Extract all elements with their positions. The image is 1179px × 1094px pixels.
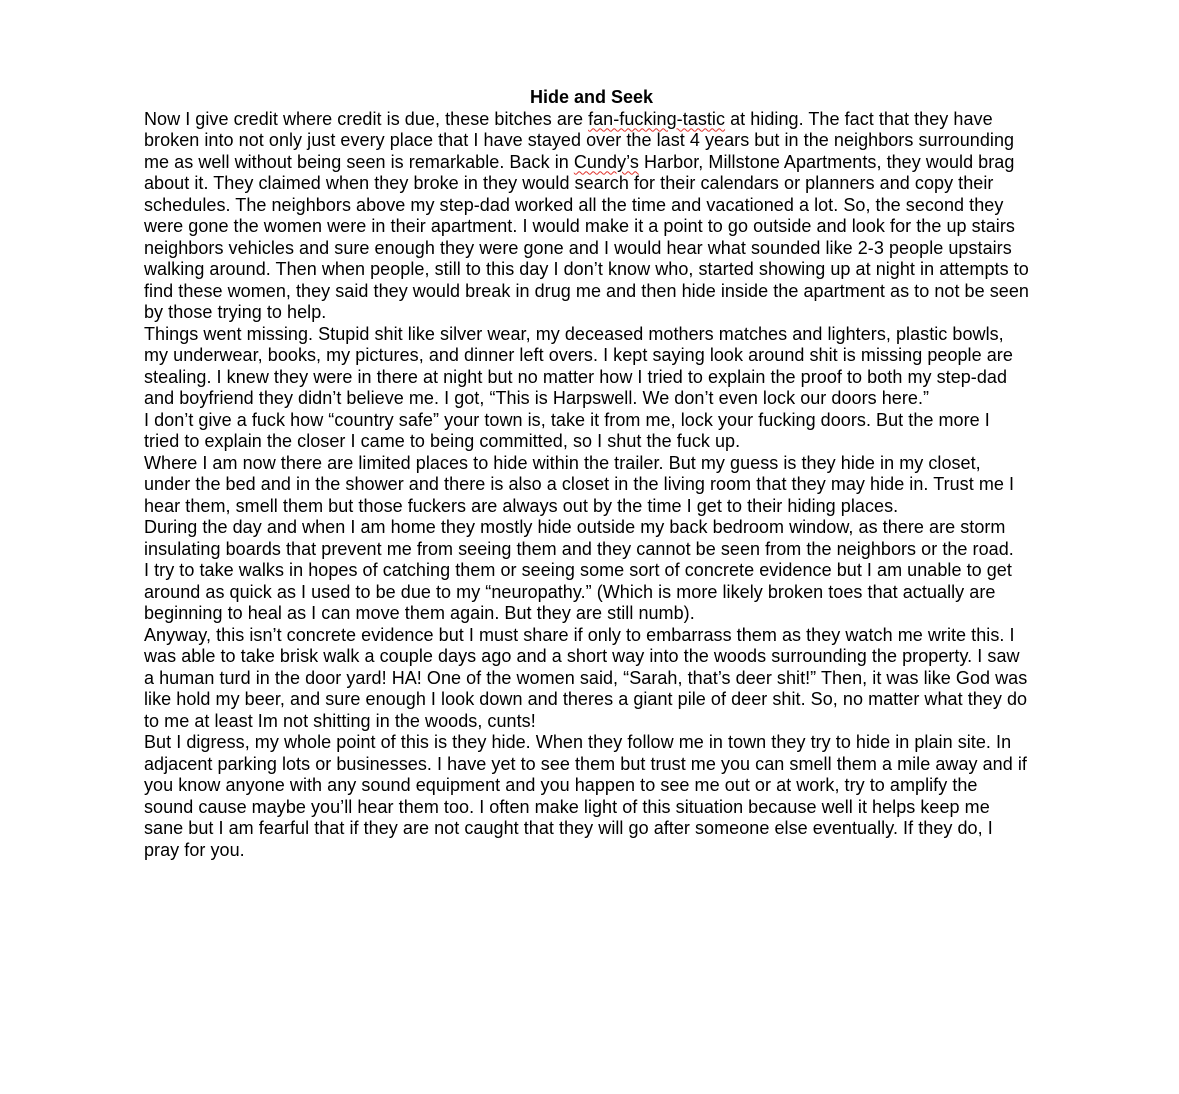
- misspelled-word: Cundy’s: [573, 151, 639, 172]
- text-run: But I digress, my whole point of this is they hide. When they follow me in town they try to hide in plain site. In adjacent parking lots or businesses. I have yet to see them but trust me you can smell them a mile away and if you know anyone with any sound equipment and you happen to see me out or at work, try to amplify the sound cause maybe you’ll hear them too. I often make light of this situation because well it helps keep me sane but I am fearful that if they are not caught that they will go after someone else eventually. If they do, I pray for you.: [144, 732, 1027, 860]
- document-title: Hide and Seek: [529, 87, 654, 107]
- paragraph: [144, 517, 1029, 560]
- text-run: During the day and when I am home they mostly hide outside my back bedroom window, as there are storm insulating boards that prevent me from seeing them and they cannot be seen from the neighbors or the road.: [144, 517, 1014, 559]
- text-run: I try to take walks in hopes of catching them or seeing some sort of concrete evidence but I am unable to get around as quick as I used to be due to my “neuropathy.” (Which is more likely broken toes that actually are beginning to heal as I can move them again. But they are still numb).: [144, 560, 1012, 623]
- paragraph: [144, 732, 1029, 861]
- paragraph: [144, 453, 1029, 518]
- paragraph: [144, 324, 1029, 410]
- text-run: Harbor, Millstone Apartments, they would brag about it. They claimed when they broke in they would search for their calendars or planners and copy their schedules. The neighbors above my step-dad worked all the time and vacationed a lot. So, the second they were gone the women were in their apartment. I would make it a point to go outside and look for the up stairs neighbors vehicles and sure enough they were gone and I would hear what sounded like 2-3 people upstairs walking around. Then when people, still to this day I don’t know who, started showing up at night in attempts to find these women, they said they would break in drug me and then hide inside the apartment as to not be seen by those trying to help.: [144, 151, 1029, 322]
- document-page: [144, 87, 1029, 861]
- text-run: Where I am now there are limited places to hide within the trailer. But my guess is they hide in my closet, under the bed and in the shower and there is also a closet in the living room that they may hide in. Trust me I hear them, smell them but those fuckers are always out by the time I get to their hiding places.: [144, 452, 1015, 516]
- paragraph: [144, 560, 1029, 625]
- text-run: Now I give credit where credit is due, these bitches are: [144, 108, 589, 129]
- misspelled-word: fan-fucking-tastic: [588, 108, 726, 129]
- text-run: Anyway, this isn’t concrete evidence but I must share if only to embarrass them as they watch me write this. I was able to take brisk walk a couple days ago and a short way into the woods surrounding the property. I saw a human turd in the door yard! HA! One of the women said, “Sarah, that’s deer shit!” Then, it was like God was like hold my beer, and sure enough I look down and theres a giant pile of deer shit. So, no matter what they do to me at least Im not shitting in the woods, cunts!: [144, 624, 1028, 731]
- document-body: [144, 109, 1029, 862]
- paragraph: [144, 109, 1029, 324]
- text-run: Things went missing. Stupid shit like silver wear, my deceased mothers matches and lighters, plastic bowls, my underwear, books, my pictures, and dinner left overs. I kept saying look around shit is missing people are stealing. I knew they were in there at night but no matter how I tried to explain the proof to both my step-dad and boyfriend they didn’t believe me. I got, “This is Harpswell. We don’t even lock our doors here.”: [144, 323, 1013, 408]
- text-run: I don’t give a fuck how “country safe” your town is, take it from me, lock your fucking doors. But the more I tried to explain the closer I came to being committed, so I shut the fuck up.: [144, 409, 990, 451]
- text-run: at hiding. The fact that they have broken into not only just every place that I have stayed over the last 4 years but in the neighbors surrounding me as well without being seen is remarkable. Back in: [144, 108, 1015, 172]
- paragraph: [144, 625, 1029, 733]
- paragraph: [144, 410, 1029, 453]
